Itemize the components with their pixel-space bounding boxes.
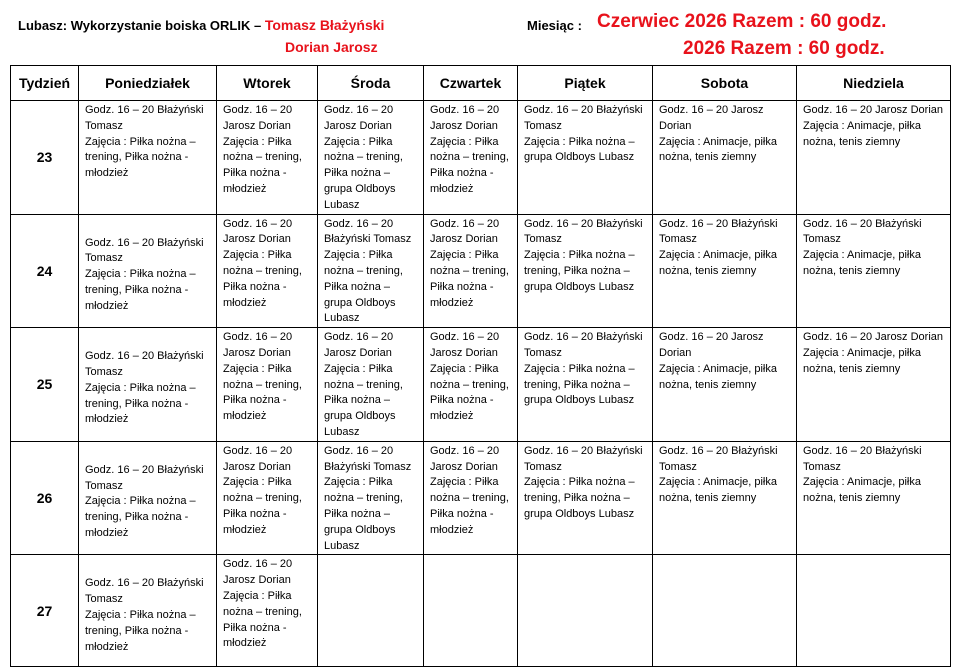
schedule-cell	[518, 214, 653, 328]
schedule-cell	[79, 214, 217, 328]
column-header: Środa	[318, 66, 424, 101]
session-activities: Zajęcia : Piłka nożna – trening, Piłka nożna - młodzież	[430, 476, 509, 536]
week-number: 23	[11, 101, 79, 215]
cell-text	[318, 101, 423, 214]
schedule-cell	[424, 214, 518, 328]
column-header: Sobota	[653, 66, 797, 101]
schedule-cell	[318, 441, 424, 555]
schedule-cell	[653, 555, 797, 667]
session-hours: Godz. 16 – 20 Błażyński Tomasz	[659, 444, 778, 473]
cell-text	[424, 101, 517, 198]
session-activities: Zajęcia : Piłka nożna – trening, Piłka nożna – grupa Oldboys Lubasz	[324, 476, 403, 552]
schedule-cell	[217, 101, 318, 215]
schedule-cell	[797, 214, 951, 328]
cell-text	[217, 442, 317, 539]
schedule-cell	[318, 328, 424, 442]
session-hours: Godz. 16 – 20 Błażyński Tomasz	[85, 463, 204, 492]
session-hours: Godz. 16 – 20 Jarosz Dorian	[659, 331, 764, 359]
week-number: 24	[11, 214, 79, 328]
cell-text	[518, 215, 652, 296]
session-hours: Godz. 16 – 20 Jarosz Dorian	[430, 217, 500, 246]
session-activities: Zajęcia : Piłka nożna – trening, Piłka nożna – grupa Oldboys Lubasz	[524, 476, 635, 520]
cell-text	[797, 328, 950, 377]
cell-text	[424, 215, 517, 312]
schedule-cell	[217, 328, 318, 442]
cell-text	[518, 442, 652, 523]
schedule-cell	[217, 555, 318, 667]
session-hours: Godz. 16 – 20 Błażyński Tomasz	[524, 217, 643, 246]
session-hours: Godz. 16 – 20 Błażyński Tomasz	[85, 577, 204, 606]
schedule-cell	[518, 555, 653, 667]
table-row	[11, 214, 951, 328]
session-activities: Zajęcia : Animacje, piłka nożna, tenis ziemny	[803, 119, 921, 148]
cell-text	[217, 101, 317, 198]
session-hours: Godz. 16 – 20 Błażyński Tomasz	[85, 104, 204, 132]
cell-text	[217, 215, 317, 312]
session-activities: Zajęcia : Piłka nożna – trening, Piłka nożna - młodzież	[223, 476, 302, 536]
session-activities: Zajęcia : Animacje, piłka nożna, tenis ziemny	[803, 249, 921, 277]
session-activities: Zajęcia : Piłka nożna – trening, Piłka nożna - młodzież	[430, 249, 509, 309]
cell-text	[797, 215, 950, 280]
session-hours: Godz. 16 – 20 Jarosz Dorian	[223, 104, 293, 132]
session-activities: Zajęcia : Piłka nożna – grupa Oldboys Lubasz	[524, 135, 635, 164]
month-summary: Czerwiec 2026 Razem : 60 godz.	[597, 11, 887, 32]
session-hours: Godz. 16 – 20 Błażyński Tomasz	[659, 217, 778, 246]
column-header: Niedziela	[797, 66, 951, 101]
schedule-cell	[797, 441, 951, 555]
coordinator-1: Tomasz Błażyński	[264, 17, 385, 33]
cell-text	[653, 328, 796, 393]
column-header: Poniedziałek	[79, 66, 217, 101]
session-activities: Zajęcia : Animacje, piłka nożna, tenis ziemny	[803, 346, 921, 375]
cell-text	[79, 101, 216, 182]
schedule-cell	[79, 555, 217, 667]
schedule-cell	[518, 441, 653, 555]
session-activities: Zajęcia : Piłka nożna – trening, Piłka nożna – grupa Oldboys Lubasz	[324, 249, 403, 325]
session-activities: Zajęcia : Animacje, piłka nożna, tenis ziemny	[803, 476, 921, 505]
session-hours: Godz. 16 – 20 Jarosz Dorian	[659, 104, 764, 132]
schedule-cell	[79, 101, 217, 215]
table-header-row	[11, 66, 951, 101]
schedule-cell	[797, 555, 951, 667]
cell-text	[797, 442, 950, 507]
session-activities: Zajęcia : Piłka nożna – trening, Piłka nożna – grupa Oldboys Lubasz	[524, 249, 635, 293]
cell-text	[79, 574, 216, 655]
column-header: Piątek	[518, 66, 653, 101]
session-hours: Godz. 16 – 20 Błażyński Tomasz	[85, 350, 204, 378]
schedule-cell	[797, 101, 951, 215]
session-activities: Zajęcia : Animacje, piłka nożna, tenis ziemny	[659, 476, 777, 505]
facility-title: Lubasz: Wykorzystanie boiska ORLIK –	[18, 18, 262, 33]
session-hours: Godz. 16 – 20 Błażyński Tomasz	[803, 217, 922, 246]
schedule-cell	[217, 214, 318, 328]
table-row	[11, 441, 951, 555]
cell-text	[318, 328, 423, 441]
table-row	[11, 555, 951, 667]
week-number: 26	[11, 441, 79, 555]
session-activities: Zajęcia : Piłka nożna – trening, Piłka nożna - młodzież	[85, 381, 196, 426]
schedule-cell	[518, 328, 653, 442]
session-hours: Godz. 16 – 20 Błażyński Tomasz	[524, 331, 643, 359]
session-hours: Godz. 16 – 20 Błażyński Tomasz	[324, 217, 412, 246]
session-hours: Godz. 16 – 20 Jarosz Dorian	[223, 217, 293, 246]
schedule-cell	[318, 101, 424, 215]
month-label: Miesiąc :	[527, 18, 582, 33]
cell-text	[217, 328, 317, 425]
cell-text	[79, 234, 216, 315]
session-activities: Zajęcia : Animacje, piłka nożna, tenis ziemny	[659, 135, 777, 164]
session-hours: Godz. 16 – 20 Jarosz Dorian	[324, 331, 394, 359]
schedule-cell	[653, 214, 797, 328]
session-hours: Godz. 16 – 20 Jarosz Dorian	[430, 331, 500, 359]
session-hours: Godz. 16 – 20 Jarosz Dorian	[223, 558, 293, 587]
schedule-cell	[318, 214, 424, 328]
session-activities: Zajęcia : Piłka nożna – trening, Piłka nożna - młodzież	[85, 608, 196, 653]
session-hours: Godz. 16 – 20 Jarosz Dorian	[803, 104, 944, 116]
schedule-cell	[79, 328, 217, 442]
cell-text	[79, 347, 216, 428]
column-header: Tydzień	[11, 66, 79, 101]
schedule-table	[10, 65, 951, 667]
week-number: 27	[11, 555, 79, 667]
document-header	[18, 14, 385, 55]
schedule-cell	[318, 555, 424, 667]
column-header: Wtorek	[217, 66, 318, 101]
cell-text	[797, 101, 950, 150]
schedule-cell	[518, 101, 653, 215]
session-activities: Zajęcia : Piłka nożna – trening, Piłka nożna – grupa Oldboys Lubasz	[324, 135, 403, 211]
schedule-cell	[424, 101, 518, 215]
schedule-cell	[797, 328, 951, 442]
session-hours: Godz. 16 – 20 Jarosz Dorian	[803, 331, 944, 344]
session-activities: Zajęcia : Piłka nożna – trening, Piłka nożna - młodzież	[223, 362, 302, 423]
schedule-cell	[653, 101, 797, 215]
session-hours: Godz. 16 – 20 Błażyński Tomasz	[85, 236, 204, 265]
schedule-cell	[217, 441, 318, 555]
session-hours: Godz. 16 – 20 Błażyński Tomasz	[803, 444, 922, 473]
table-row	[11, 328, 951, 442]
column-header: Czwartek	[424, 66, 518, 101]
schedule-cell	[424, 555, 518, 667]
cell-text	[653, 442, 796, 507]
schedule-cell	[653, 328, 797, 442]
session-activities: Zajęcia : Animacje, piłka nożna, tenis ziemny	[659, 362, 777, 391]
session-activities: Zajęcia : Piłka nożna – trening, Piłka nożna - młodzież	[223, 249, 302, 309]
schedule-cell	[653, 441, 797, 555]
session-activities: Zajęcia : Piłka nożna – trening, Piłka nożna - młodzież	[85, 495, 196, 539]
cell-text	[217, 555, 317, 652]
session-activities: Zajęcia : Piłka nożna – trening, Piłka nożna - młodzież	[430, 135, 509, 195]
cell-text	[79, 461, 216, 542]
schedule-cell	[79, 441, 217, 555]
session-activities: Zajęcia : Piłka nożna – trening, Piłka nożna - młodzież	[223, 589, 302, 650]
cell-text	[424, 442, 517, 539]
year-summary: 2026 Razem : 60 godz.	[683, 38, 885, 59]
session-activities: Zajęcia : Piłka nożna – trening, Piłka nożna – grupa Oldboys Lubasz	[524, 362, 635, 407]
cell-text	[518, 101, 652, 166]
session-hours: Godz. 16 – 20 Jarosz Dorian	[430, 104, 500, 132]
session-activities: Zajęcia : Piłka nożna – trening, Piłka nożna - młodzież	[85, 268, 196, 312]
cell-text	[318, 442, 423, 555]
session-activities: Zajęcia : Piłka nożna – trening, Piłka nożna - młodzież	[85, 135, 196, 180]
session-activities: Zajęcia : Animacje, piłka nożna, tenis ziemny	[659, 249, 777, 277]
session-hours: Godz. 16 – 20 Jarosz Dorian	[324, 104, 394, 132]
table-row	[11, 101, 951, 215]
schedule-cell	[424, 441, 518, 555]
cell-text	[518, 328, 652, 409]
session-hours: Godz. 16 – 20 Jarosz Dorian	[430, 444, 500, 473]
session-hours: Godz. 16 – 20 Błażyński Tomasz	[524, 444, 643, 473]
cell-text	[653, 215, 796, 280]
session-activities: Zajęcia : Piłka nożna – trening, Piłka nożna - młodzież	[430, 362, 509, 423]
week-number: 25	[11, 328, 79, 442]
session-activities: Zajęcia : Piłka nożna – trening, Piłka nożna – grupa Oldboys Lubasz	[324, 362, 403, 438]
session-hours: Godz. 16 – 20 Błażyński Tomasz	[324, 444, 412, 473]
coordinator-2: Dorian Jarosz	[285, 39, 378, 55]
session-hours: Godz. 16 – 20 Błażyński Tomasz	[524, 104, 643, 132]
session-hours: Godz. 16 – 20 Jarosz Dorian	[223, 444, 293, 473]
session-hours: Godz. 16 – 20 Jarosz Dorian	[223, 331, 293, 359]
cell-text	[653, 101, 796, 166]
cell-text	[424, 328, 517, 425]
cell-text	[318, 215, 423, 328]
session-activities: Zajęcia : Piłka nożna – trening, Piłka nożna - młodzież	[223, 135, 302, 195]
schedule-cell	[424, 328, 518, 442]
